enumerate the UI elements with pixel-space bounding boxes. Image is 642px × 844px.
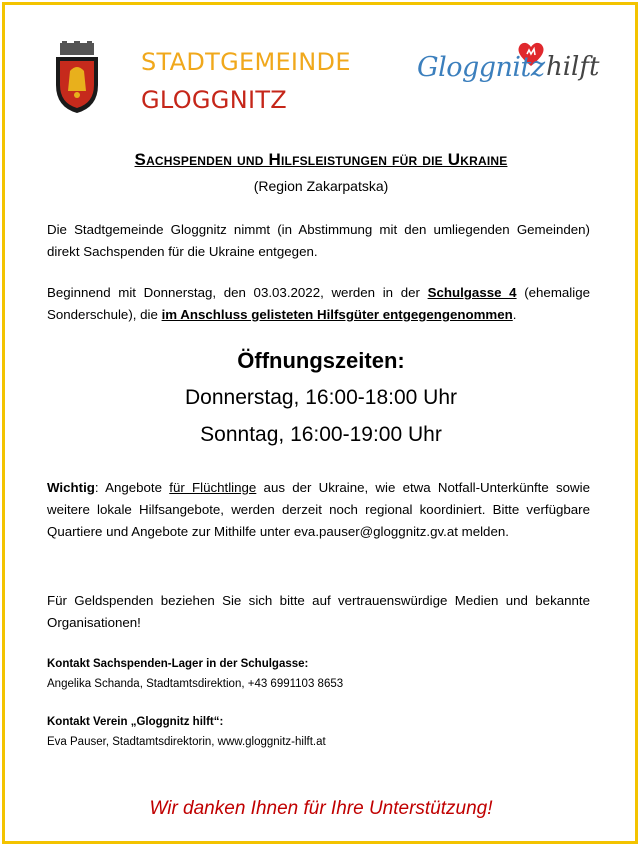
money-paragraph: Für Geldspenden beziehen Sie sich bitte auf vertrauenswürdige Medien und bekannte Organisationen! — [47, 593, 590, 630]
page-title: Sachspenden und Hilfsleistungen für die Ukraine — [134, 150, 508, 169]
hours-sunday: Sonntag, 16:00-19:00 Uhr — [200, 423, 442, 446]
page-subtitle: (Region Zakarpatska) — [253, 178, 389, 194]
beginning-text-1: Beginnend mit Donnerstag, den 03.03.2022, werden in der — [47, 285, 428, 300]
important-text-2: aus der Ukraine, wie etwa Notfall-Unterkünfte sowie weitere lokale Hilfsangebote, werden derzeit noch regional koordiniert. Bitte verfügbare Quartiere und Angebote zur Mithilfe unter eva.pauser@gloggnitz.gv.at melden. — [47, 480, 590, 539]
hours-thursday: Donnerstag, 16:00-18:00 Uhr — [184, 386, 457, 409]
contact2-text: Eva Pauser, Stadtamtsdirektorin, www.gloggnitz-hilft.at — [47, 736, 326, 748]
opening-hours-title: Öffnungszeiten: — [237, 348, 405, 373]
contact2-label: Kontakt Verein „Gloggnitz hilft“: — [47, 716, 224, 728]
location-text: Schulgasse 4 — [427, 285, 517, 300]
contact1-label: Kontakt Sachspenden-Lager in der Schulgasse: — [47, 658, 309, 670]
important-paragraph — [47, 477, 590, 543]
goods-text: im Anschluss gelisteten Hilfsgüter entgegengenommen — [161, 307, 513, 322]
beginning-paragraph — [47, 282, 590, 326]
refugees-text: für Flüchtlinge — [169, 480, 257, 495]
beginning-text-3: . — [512, 307, 517, 322]
brand-name: Gloggnitz — [417, 52, 545, 83]
town-name-line2: GLOGGNITZ — [141, 86, 288, 114]
coat-of-arms-icon — [52, 41, 102, 115]
town-name-line1: STADTGEMEINDE — [141, 48, 351, 76]
contact1-text: Angelika Schanda, Stadtamtsdirektion, +43 6991103 8653 — [47, 678, 344, 690]
beginning-text-2: (ehemalige Sonderschule), die — [47, 285, 590, 322]
intro-paragraph: Die Stadtgemeinde Gloggnitz nimmt (in Abstimmung mit den umliegenden Gemeinden) direkt Sachspenden für die Ukraine entgegen. — [47, 222, 590, 259]
thank-you-message: Wir danken Ihnen für Ihre Unterstützung! — [149, 798, 493, 819]
brand-suffix: hilft — [546, 52, 600, 82]
important-label: Wichtig — [47, 480, 95, 495]
important-text-1: : Angebote — [94, 480, 170, 495]
